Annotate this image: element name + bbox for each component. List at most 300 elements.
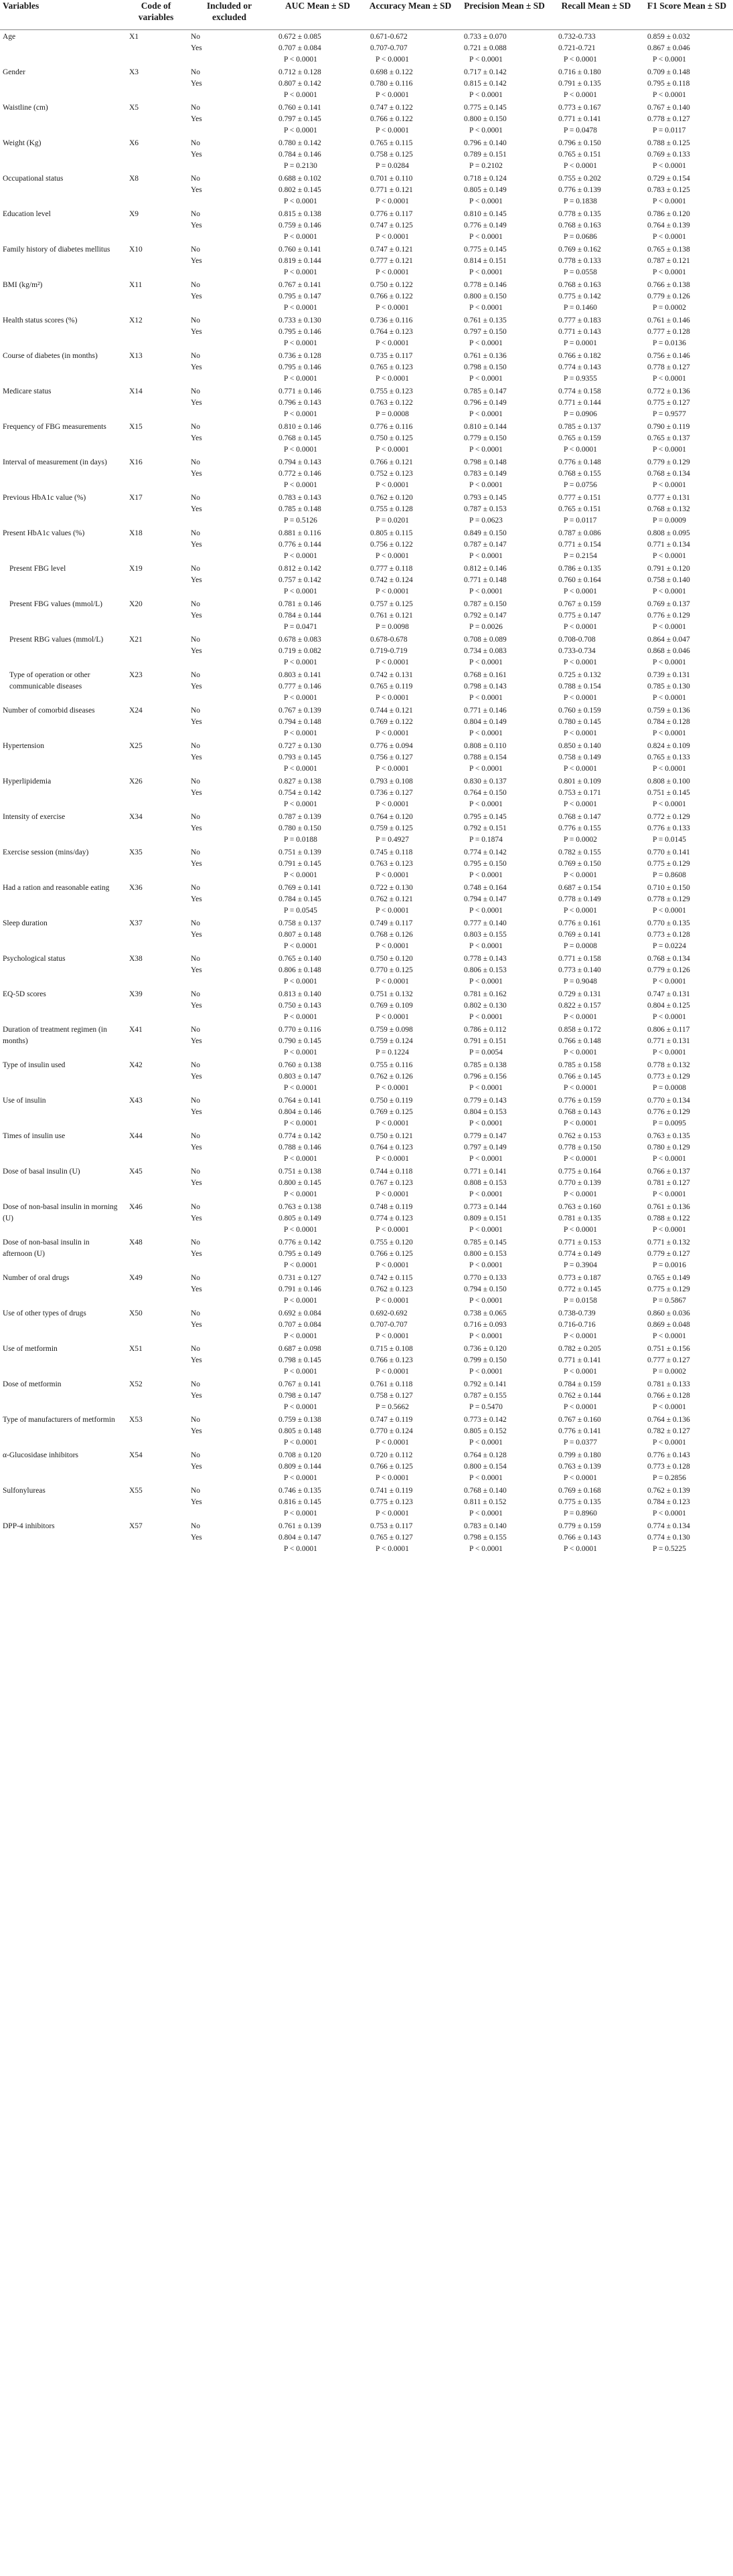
table-row-no <box>0 1023 733 1036</box>
p-value: P = 0.8608 <box>653 871 686 879</box>
metric-value: 0.791 ± 0.135 <box>558 80 601 88</box>
included-label: Yes <box>191 541 202 549</box>
metric-value: 0.827 ± 0.138 <box>278 777 321 786</box>
metric-value: 0.784 ± 0.146 <box>278 151 321 159</box>
table-row-no <box>0 385 733 397</box>
metric-value: 0.790 ± 0.119 <box>647 423 690 431</box>
included-empty <box>187 1012 272 1023</box>
metric-value: 0.808 ± 0.095 <box>647 529 690 537</box>
included-label: No <box>191 990 201 998</box>
metric-value: 0.766 ± 0.137 <box>647 1168 690 1176</box>
p-value: P = 0.0756 <box>564 481 597 489</box>
metric-value: 0.765 ± 0.151 <box>558 151 601 159</box>
metric-value: 0.772 ± 0.129 <box>647 813 690 821</box>
metric-value: 0.797 ± 0.149 <box>464 1143 507 1152</box>
metric-value: 0.776 ± 0.133 <box>647 824 690 832</box>
included-label: No <box>191 494 201 502</box>
p-value: P < 0.0001 <box>469 729 503 737</box>
metric-value: 0.773 ± 0.167 <box>558 104 601 112</box>
p-value: P < 0.0001 <box>653 1226 686 1234</box>
metric-value: 0.766 ± 0.138 <box>647 281 690 289</box>
variable-code: X55 <box>129 1487 143 1495</box>
p-value: P < 0.0001 <box>284 91 317 99</box>
variable-code: X14 <box>129 387 143 395</box>
included-empty <box>187 870 272 881</box>
p-value: P = 0.0054 <box>469 1048 503 1056</box>
variable-code: X53 <box>129 1416 143 1424</box>
p-value: P < 0.0001 <box>653 162 686 170</box>
metric-value: 0.776 ± 0.141 <box>558 1427 601 1435</box>
metric-value: 0.750 ± 0.119 <box>370 1097 413 1105</box>
included-label: No <box>191 777 201 786</box>
variable-name: Hypertension <box>3 742 44 750</box>
metric-value: 0.771 ± 0.132 <box>647 1238 690 1247</box>
metric-value: 0.806 ± 0.148 <box>278 966 321 974</box>
metric-value: 0.710 ± 0.150 <box>647 884 690 892</box>
metric-value: 0.725 ± 0.132 <box>558 671 601 679</box>
included-label: No <box>191 955 201 963</box>
included-label: No <box>191 1345 201 1353</box>
metric-value: 0.765 ± 0.149 <box>647 1274 690 1282</box>
variable-name: Dose of basal insulin (U) <box>3 1168 80 1176</box>
included-label: Yes <box>191 1427 202 1435</box>
p-value: P < 0.0001 <box>376 587 409 595</box>
variable-name: Health status scores (%) <box>3 316 78 325</box>
variable-code: X41 <box>129 1026 143 1034</box>
p-value: P < 0.0001 <box>469 871 503 879</box>
metric-value: 0.805 ± 0.149 <box>464 186 507 194</box>
p-value: P < 0.0001 <box>284 1155 317 1163</box>
metric-value: 0.802 ± 0.130 <box>464 1002 507 1010</box>
p-value: P < 0.0001 <box>564 871 597 879</box>
p-value: P < 0.0001 <box>376 1084 409 1092</box>
p-value: P < 0.0001 <box>284 268 317 276</box>
variable-code: X45 <box>129 1168 143 1176</box>
included-label: No <box>191 33 201 41</box>
included-label: Yes <box>191 576 202 584</box>
metric-value: 0.688 ± 0.102 <box>278 175 321 183</box>
metric-value: 0.767 ± 0.140 <box>647 104 690 112</box>
metric-value: 0.765 ± 0.133 <box>647 753 690 761</box>
p-value: P < 0.0001 <box>284 1332 317 1340</box>
metric-value: 0.812 ± 0.142 <box>278 565 321 573</box>
table-header-row <box>0 0 733 30</box>
metric-value: 0.762 ± 0.139 <box>647 1487 690 1495</box>
metric-value: 0.791 ± 0.120 <box>647 565 690 573</box>
p-value: P < 0.0001 <box>284 1509 317 1517</box>
table-row-no <box>0 278 733 291</box>
metric-value: 0.748 ± 0.119 <box>370 1203 413 1211</box>
table-row-no <box>0 1449 733 1461</box>
p-value: P < 0.0001 <box>284 304 317 312</box>
metric-value: 0.786 ± 0.120 <box>647 210 690 218</box>
metric-value: 0.759 ± 0.098 <box>370 1026 413 1034</box>
metric-value: 0.776 ± 0.129 <box>647 1108 690 1116</box>
metric-value: 0.708 ± 0.120 <box>278 1451 321 1459</box>
metric-value: 0.864 ± 0.047 <box>647 636 690 644</box>
included-empty <box>187 480 272 491</box>
p-value: P < 0.0001 <box>469 304 503 312</box>
metric-value: 0.794 ± 0.150 <box>464 1285 507 1293</box>
metric-value: 0.759 ± 0.146 <box>278 221 321 229</box>
metric-value: 0.785 ± 0.130 <box>647 682 690 691</box>
header-auc: AUC Mean ± SD <box>272 0 363 30</box>
included-label: No <box>191 458 201 466</box>
metric-value: 0.778 ± 0.129 <box>647 895 690 903</box>
metric-value: 0.762 ± 0.153 <box>558 1132 601 1140</box>
p-value: P < 0.0001 <box>469 126 503 134</box>
p-value: P < 0.0001 <box>469 587 503 595</box>
metric-value: 0.784 ± 0.144 <box>278 612 321 620</box>
metric-value: 0.799 ± 0.180 <box>558 1451 601 1459</box>
variable-code: X35 <box>129 848 143 856</box>
variable-code: X34 <box>129 813 143 821</box>
metric-value: 0.787 ± 0.155 <box>464 1392 507 1400</box>
metric-value: 0.758 ± 0.137 <box>278 919 321 927</box>
metric-value: 0.793 ± 0.108 <box>370 777 413 786</box>
table-row-no <box>0 846 733 858</box>
metric-value: 0.777 ± 0.146 <box>278 682 321 691</box>
p-value: P < 0.0001 <box>564 907 597 915</box>
metric-value: 0.763 ± 0.135 <box>647 1132 690 1140</box>
metric-value: 0.779 ± 0.129 <box>647 458 690 466</box>
metric-value: 0.760 ± 0.138 <box>278 1061 321 1069</box>
included-label: Yes <box>191 292 202 300</box>
included-empty <box>187 1295 272 1307</box>
metric-value: 0.755 ± 0.128 <box>370 505 413 513</box>
metric-value: 0.771 ± 0.143 <box>558 328 601 336</box>
metric-value: 0.775 ± 0.142 <box>558 292 601 300</box>
metric-value: 0.809 ± 0.151 <box>464 1214 507 1222</box>
metric-value: 0.801 ± 0.109 <box>558 777 601 786</box>
metric-value: 0.810 ± 0.145 <box>464 210 507 218</box>
metric-value: 0.701 ± 0.110 <box>370 175 413 183</box>
p-value: P < 0.0001 <box>376 1226 409 1234</box>
variable-code: X54 <box>129 1451 143 1459</box>
metric-value: 0.849 ± 0.150 <box>464 529 507 537</box>
included-label: No <box>191 423 201 431</box>
metric-value: 0.765 ± 0.119 <box>370 682 413 691</box>
metric-value: 0.716 ± 0.093 <box>464 1321 507 1329</box>
metric-value: 0.770 ± 0.139 <box>558 1179 601 1187</box>
included-empty <box>187 1047 272 1059</box>
metric-value: 0.770 ± 0.125 <box>370 966 413 974</box>
metric-value: 0.733-0.734 <box>558 647 596 655</box>
metric-value: 0.775 ± 0.145 <box>464 246 507 254</box>
p-value: P < 0.0001 <box>376 552 409 560</box>
included-label: No <box>191 1522 201 1530</box>
p-value: P < 0.0001 <box>469 658 503 666</box>
p-value: P < 0.0001 <box>376 375 409 383</box>
table-row-no <box>0 952 733 965</box>
included-empty <box>187 976 272 988</box>
included-label: Yes <box>191 1356 202 1364</box>
p-value: P < 0.0001 <box>469 765 503 773</box>
included-empty <box>187 1118 272 1129</box>
p-value: P = 0.5126 <box>284 517 317 525</box>
metric-value: 0.769 ± 0.109 <box>370 1002 413 1010</box>
included-label: No <box>191 68 201 76</box>
p-value: P < 0.0001 <box>469 694 503 702</box>
metric-value: 0.779 ± 0.126 <box>647 292 690 300</box>
p-value: P < 0.0001 <box>469 1261 503 1269</box>
variable-name: Course of diabetes (in months) <box>3 352 98 360</box>
variable-name: Use of other types of drugs <box>3 1309 86 1317</box>
metric-value: 0.773 ± 0.129 <box>647 1073 690 1081</box>
table-row-no <box>0 207 733 220</box>
metric-value: 0.770 ± 0.135 <box>647 919 690 927</box>
table-row-no <box>0 314 733 327</box>
metric-value: 0.790 ± 0.145 <box>278 1037 321 1045</box>
metric-value: 0.776 ± 0.129 <box>647 612 690 620</box>
metric-value: 0.776 ± 0.149 <box>464 221 507 229</box>
metric-value: 0.782 ± 0.127 <box>647 1427 690 1435</box>
variable-name: Gender <box>3 68 25 76</box>
metric-value: 0.772 ± 0.136 <box>647 387 690 395</box>
metric-value: 0.794 ± 0.147 <box>464 895 507 903</box>
metric-value: 0.785 ± 0.145 <box>464 1238 507 1247</box>
variable-name: Type of insulin used <box>3 1061 66 1069</box>
metric-value: 0.780 ± 0.142 <box>278 139 321 147</box>
metric-value: 0.776 ± 0.116 <box>370 423 413 431</box>
metric-value: 0.792 ± 0.147 <box>464 612 507 620</box>
metric-value: 0.768 ± 0.161 <box>464 671 507 679</box>
included-label: Yes <box>191 186 202 194</box>
metric-value: 0.765 ± 0.138 <box>647 246 690 254</box>
metric-value: 0.780 ± 0.129 <box>647 1143 690 1152</box>
metric-value: 0.761 ± 0.118 <box>370 1380 413 1388</box>
metric-value: 0.727 ± 0.130 <box>278 742 321 750</box>
variable-code: X21 <box>129 636 143 644</box>
metric-value: 0.747 ± 0.122 <box>370 104 413 112</box>
p-value: P < 0.0001 <box>564 1048 597 1056</box>
p-value: P = 0.3904 <box>564 1261 597 1269</box>
p-value: P < 0.0001 <box>653 197 686 205</box>
metric-value: 0.751 ± 0.139 <box>278 848 321 856</box>
p-value: P = 0.0906 <box>564 410 597 418</box>
metric-value: 0.774 ± 0.134 <box>647 1522 690 1530</box>
included-label: Yes <box>191 753 202 761</box>
p-value: P < 0.0001 <box>376 339 409 347</box>
metric-value: 0.759 ± 0.124 <box>370 1037 413 1045</box>
included-label: No <box>191 707 201 715</box>
p-value: P = 0.0002 <box>653 304 686 312</box>
variable-name: DPP-4 inhibitors <box>3 1522 55 1530</box>
metric-value: 0.766 ± 0.121 <box>370 458 413 466</box>
p-value: P < 0.0001 <box>376 197 409 205</box>
p-value: P < 0.0001 <box>469 481 503 489</box>
header-precision: Precision Mean ± SD <box>457 0 552 30</box>
p-value: P < 0.0001 <box>284 871 317 879</box>
p-value: P = 0.9355 <box>564 375 597 383</box>
included-label: No <box>191 1132 201 1140</box>
metric-value: 0.775 ± 0.164 <box>558 1168 601 1176</box>
metric-value: 0.789 ± 0.151 <box>464 151 507 159</box>
p-value: P < 0.0001 <box>564 694 597 702</box>
metric-value: 0.795 ± 0.149 <box>278 1250 321 1258</box>
table-row-no <box>0 1484 733 1497</box>
p-value: P < 0.0001 <box>469 978 503 986</box>
included-label: No <box>191 1203 201 1211</box>
variable-code: X6 <box>129 139 139 147</box>
included-empty <box>187 728 272 739</box>
metric-value: 0.785 ± 0.138 <box>464 1061 507 1069</box>
metric-value: 0.792 ± 0.151 <box>464 824 507 832</box>
included-empty <box>187 1508 272 1520</box>
variable-code: X5 <box>129 104 139 112</box>
metric-value: 0.778 ± 0.132 <box>647 1061 690 1069</box>
metric-value: 0.796 ± 0.150 <box>558 139 601 147</box>
variable-name: Dose of non-basal insulin in afternoon (U) <box>3 1238 90 1258</box>
p-value: P < 0.0001 <box>564 800 597 808</box>
metric-value: 0.769 ± 0.141 <box>278 884 321 892</box>
variable-code: X49 <box>129 1274 143 1282</box>
p-value: P < 0.0001 <box>564 587 597 595</box>
table-row-no <box>0 1271 733 1284</box>
p-value: P < 0.0001 <box>653 481 686 489</box>
included-label: Yes <box>191 221 202 229</box>
p-value: P = 0.1874 <box>469 836 503 844</box>
p-value: P < 0.0001 <box>564 56 597 64</box>
p-value: P < 0.0001 <box>469 1509 503 1517</box>
variable-code: X24 <box>129 707 143 715</box>
metric-value: 0.760 ± 0.141 <box>278 104 321 112</box>
metric-value: 0.766 ± 0.145 <box>558 1073 601 1081</box>
metric-value: 0.760 ± 0.159 <box>558 707 601 715</box>
p-value: P = 0.0145 <box>653 836 686 844</box>
metric-value: 0.770 ± 0.124 <box>370 1427 413 1435</box>
included-label: No <box>191 387 201 395</box>
p-value: P = 0.5470 <box>469 1403 503 1411</box>
metric-value: 0.752 ± 0.123 <box>370 470 413 478</box>
p-value: P < 0.0001 <box>284 587 317 595</box>
metric-value: 0.773 ± 0.187 <box>558 1274 601 1282</box>
included-label: No <box>191 1274 201 1282</box>
p-value: P = 0.4927 <box>376 836 409 844</box>
metric-value: 0.765 ± 0.159 <box>558 434 601 442</box>
variable-code: X23 <box>129 671 143 679</box>
p-value: P < 0.0001 <box>284 1368 317 1376</box>
included-label: No <box>191 316 201 325</box>
p-value: P < 0.0001 <box>564 1119 597 1127</box>
p-value: P < 0.0001 <box>653 623 686 631</box>
included-empty <box>187 373 272 385</box>
variable-code: X46 <box>129 1203 143 1211</box>
p-value: P < 0.0001 <box>376 126 409 134</box>
metric-value: 0.739 ± 0.131 <box>647 671 690 679</box>
p-value: P < 0.0001 <box>469 268 503 276</box>
metric-value: 0.792 ± 0.141 <box>464 1380 507 1388</box>
metric-value: 0.771 ± 0.148 <box>464 576 507 584</box>
metric-value: 0.800 ± 0.145 <box>278 1179 321 1187</box>
included-label: No <box>191 742 201 750</box>
metric-value: 0.753 ± 0.117 <box>370 1522 413 1530</box>
included-label: Yes <box>191 44 202 52</box>
p-value: P < 0.0001 <box>564 1545 597 1553</box>
metric-value: 0.788 ± 0.122 <box>647 1214 690 1222</box>
included-empty <box>187 657 272 668</box>
table-row-no <box>0 1094 733 1107</box>
metric-value: 0.881 ± 0.116 <box>278 529 321 537</box>
p-value: P < 0.0001 <box>376 1261 409 1269</box>
p-value: P < 0.0001 <box>284 481 317 489</box>
p-value: P < 0.0001 <box>469 1297 503 1305</box>
p-value: P < 0.0001 <box>376 978 409 986</box>
p-value: P < 0.0001 <box>469 197 503 205</box>
table-row-no <box>0 172 733 185</box>
metric-value: 0.780 ± 0.116 <box>370 80 413 88</box>
metric-value: 0.762 ± 0.121 <box>370 895 413 903</box>
metric-value: 0.808 ± 0.110 <box>464 742 507 750</box>
header-code: Code of variables <box>125 0 187 30</box>
metric-value: 0.751 ± 0.138 <box>278 1168 321 1176</box>
variable-code: X8 <box>129 175 139 183</box>
included-label: Yes <box>191 1498 202 1506</box>
metric-value: 0.778 ± 0.149 <box>558 895 601 903</box>
metric-value: 0.771 ± 0.146 <box>278 387 321 395</box>
p-value: P = 0.0686 <box>564 233 597 241</box>
included-empty <box>187 1189 272 1200</box>
metric-value: 0.776 ± 0.117 <box>370 210 413 218</box>
p-value: P < 0.0001 <box>376 694 409 702</box>
metric-value: 0.786 ± 0.112 <box>464 1026 507 1034</box>
p-value: P < 0.0001 <box>284 694 317 702</box>
metric-value: 0.771 ± 0.134 <box>647 541 690 549</box>
included-empty <box>187 161 272 172</box>
p-value: P < 0.0001 <box>284 658 317 666</box>
metric-value: 0.798 ± 0.155 <box>464 1534 507 1542</box>
metric-value: 0.762 ± 0.144 <box>558 1392 601 1400</box>
table-row-no <box>0 1342 733 1355</box>
p-value: P < 0.0001 <box>564 1190 597 1198</box>
p-value: P < 0.0001 <box>564 91 597 99</box>
metric-value: 0.859 ± 0.032 <box>647 33 690 41</box>
p-value: P < 0.0001 <box>653 1509 686 1517</box>
p-value: P < 0.0001 <box>376 942 409 950</box>
included-empty <box>187 90 272 101</box>
p-value: P < 0.0001 <box>564 658 597 666</box>
table-row-no <box>0 810 733 823</box>
metric-value: 0.810 ± 0.144 <box>464 423 507 431</box>
table-row-no <box>0 1413 733 1426</box>
metric-value: 0.783 ± 0.140 <box>464 1522 507 1530</box>
metric-value: 0.797 ± 0.145 <box>278 115 321 123</box>
variable-name: Exercise session (mins/day) <box>3 848 89 856</box>
p-value: P < 0.0001 <box>284 1545 317 1553</box>
metric-value: 0.776 ± 0.144 <box>278 541 321 549</box>
metric-value: 0.797 ± 0.150 <box>464 328 507 336</box>
p-value: P < 0.0001 <box>284 339 317 347</box>
p-value: P < 0.0001 <box>284 800 317 808</box>
metric-value: 0.806 ± 0.153 <box>464 966 507 974</box>
included-empty <box>187 267 272 278</box>
p-value: P = 0.0117 <box>653 126 686 134</box>
metric-value: 0.869 ± 0.048 <box>647 1321 690 1329</box>
metric-value: 0.708-0.708 <box>558 636 596 644</box>
metric-value: 0.731 ± 0.127 <box>278 1274 321 1282</box>
included-empty <box>187 622 272 633</box>
metric-value: 0.787 ± 0.150 <box>464 600 507 608</box>
metric-value: 0.751 ± 0.145 <box>647 789 690 797</box>
p-value: P < 0.0001 <box>376 233 409 241</box>
metric-value: 0.768 ± 0.163 <box>558 281 601 289</box>
variable-name: Frequency of FBG measurements <box>3 423 106 431</box>
metric-value: 0.756 ± 0.122 <box>370 541 413 549</box>
p-value: P < 0.0001 <box>564 765 597 773</box>
included-label: No <box>191 139 201 147</box>
variable-name: BMI (kg/m²) <box>3 281 43 289</box>
metric-value: 0.773 ± 0.128 <box>647 931 690 939</box>
